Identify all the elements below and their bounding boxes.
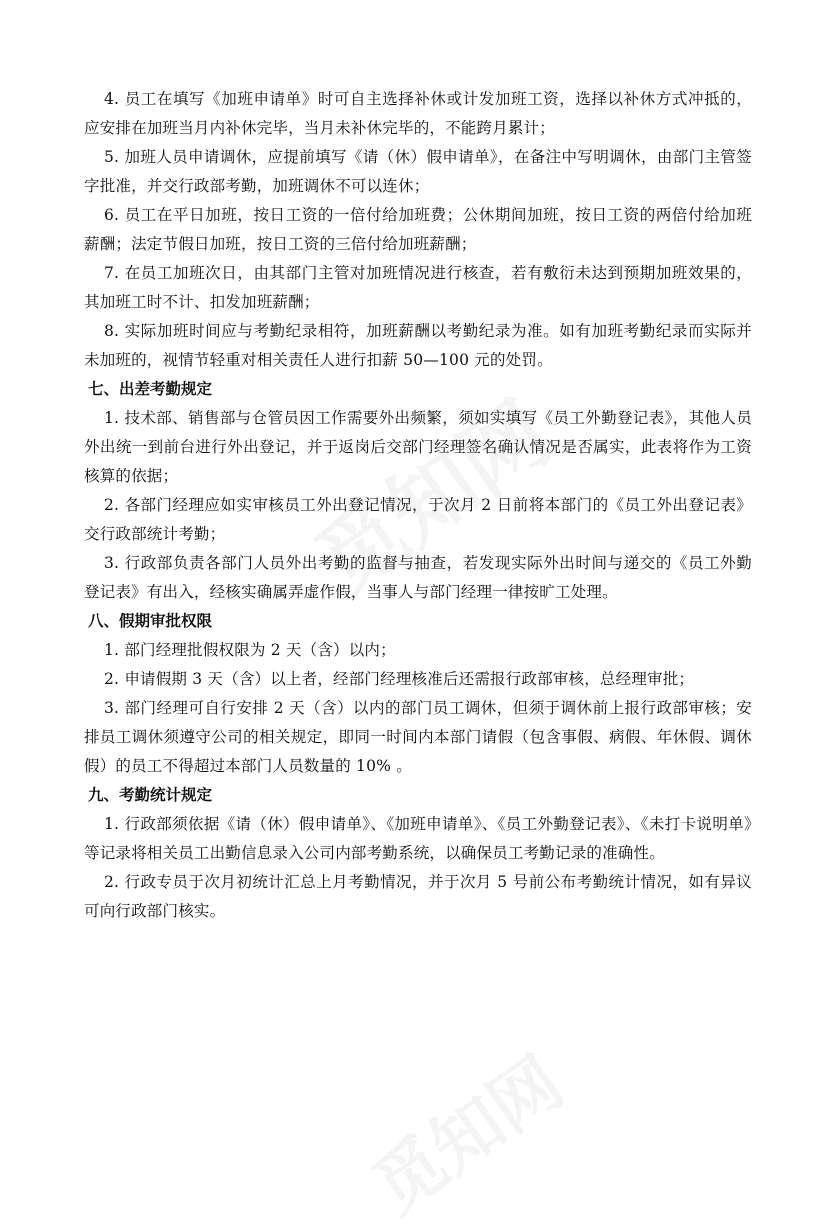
section-heading: 八、假期审批权限	[88, 612, 213, 630]
paragraph: 5. 加班人员申请调休，应提前填写《请（休）假申请单》，在备注中写明调休，由部门主管签字批准，并交行政部考勤，加班调休不可以连休；	[84, 148, 752, 195]
paragraph: 2. 申请假期 3 天（含）以上者，经部门经理核准后还需报行政部审核，总经理审批；	[104, 670, 695, 688]
paragraph: 8. 实际加班时间应与考勤纪录相符，加班薪酬以考勤纪录为准。如有加班考勤纪录而实际并未加班的，视情节轻重对相关责任人进行扣薪 50—100 元的处罚。	[84, 322, 752, 369]
paragraph: 1. 行政部须依据《请（休）假申请单》、《加班申请单》、《员工外勤登记表》、《未打卡说明单》等记录将相关员工出勤信息录入公司内部考勤系统，以确保员工考勤记录的准确性。	[84, 815, 752, 862]
paragraph: 1. 技术部、销售部与仓管员因工作需要外出频繁，须如实填写《员工外勤登记表》，其他人员外出统一到前台进行外出登记，并于返岗后交部门经理签名确认情况是否属实，此表将作为工资核算的依据；	[84, 409, 752, 485]
watermark	[350, 1029, 580, 1232]
section-heading: 九、考勤统计规定	[88, 786, 213, 804]
paragraph: 3. 行政部负责各部门人员外出考勤的监督与抽查，若发现实际外出时间与递交的《员工外勤登记表》有出入，经核实确属弄虚作假，当事人与部门经理一律按旷工处理。	[84, 554, 752, 601]
paragraph: 6. 员工在平日加班，按日工资的一倍付给加班费；公休期间加班，按日工资的两倍付给加班薪酬；法定节假日加班，按日工资的三倍付给加班薪酬；	[84, 206, 752, 253]
paragraph: 7. 在员工加班次日，由其部门主管对加班情况进行核查，若有敷衍未达到预期加班效果的，其加班工时不计、扣发加班薪酬；	[84, 264, 752, 311]
paragraph: 2. 各部门经理应如实审核员工外出登记情况，于次月 2 日前将本部门的《员工外出登记表》交行政部统计考勤；	[84, 496, 752, 543]
paragraph: 1. 部门经理批假权限为 2 天（含）以内；	[104, 641, 396, 659]
paragraph: 4. 员工在填写《加班申请单》时可自主选择补休或计发加班工资，选择以补休方式冲抵的，应安排在加班当月内补休完毕，当月未补休完毕的，不能跨月累计；	[84, 90, 752, 137]
paragraph: 2. 行政专员于次月初统计汇总上月考勤情况，并于次月 5 号前公布考勤统计情况，如有异议可向行政部门核实。	[84, 873, 752, 920]
paragraph: 3. 部门经理可自行安排 2 天（含）以内的部门员工调休，但须于调休前上报行政部审核；安排员工调休须遵守公司的相关规定，即同一时间内本部门请假（包含事假、病假、年休假、调休假）的员工不得超过本部门人员数量的 10% 。	[84, 699, 752, 775]
section-heading: 七、出差考勤规定	[88, 380, 213, 398]
document-body	[84, 85, 752, 926]
